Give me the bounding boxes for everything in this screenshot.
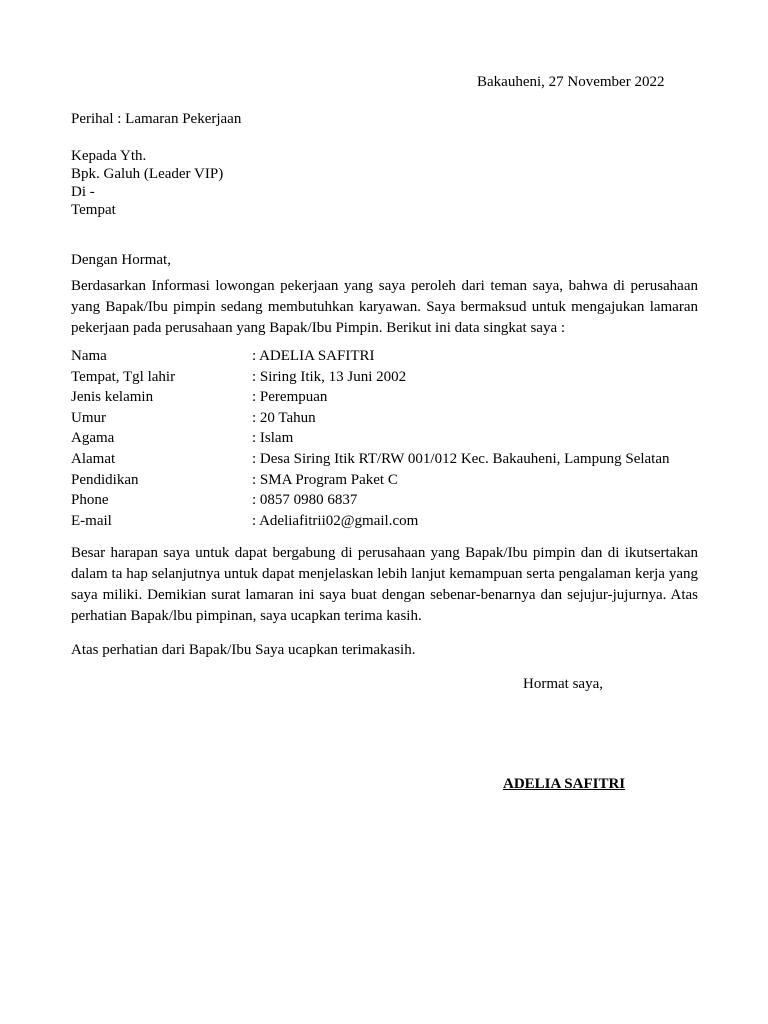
data-value: : Siring Itik, 13 Juni 2002 <box>252 368 407 385</box>
data-value: : SMA Program Paket C <box>252 471 398 488</box>
data-value: : Adeliafitrii02@gmail.com <box>252 512 419 529</box>
data-label: Alamat <box>71 450 116 467</box>
recipient-block <box>71 147 223 219</box>
data-row-name <box>71 346 711 367</box>
recipient-line: Kepada Yth. <box>71 148 147 164</box>
data-value: : ADELIA SAFITRI <box>252 348 375 364</box>
greeting: Dengan Hormat, <box>71 252 171 268</box>
data-row-religion <box>71 428 711 449</box>
signature-name: ADELIA SAFITRI <box>503 776 626 792</box>
data-label: E-mail <box>71 512 112 529</box>
thanks-line: Atas perhatian dari Bapak/Ibu Saya ucapkan terimakasih. <box>71 642 416 658</box>
recipient-line: Bpk. Galuh (Leader VIP) <box>71 166 224 182</box>
data-row-birth <box>71 367 711 388</box>
intro-line: yang Bapak/Ibu pimpin sedang membutuhkan karyawan. Saya bermaksud untuk mengajukan lamaran <box>71 299 698 315</box>
data-value: : 0857 0980 6837 <box>252 492 358 509</box>
intro-line: Berdasarkan Informasi lowongan pekerjaan yang saya peroleh dari teman saya, bahwa di perusahaan <box>71 278 698 294</box>
closing-paragraph <box>71 543 698 627</box>
data-row-phone <box>71 490 711 511</box>
data-label: Tempat, Tgl lahir <box>71 368 176 385</box>
closing-line: perhatian Bapak/lbu pimpinan, saya ucapkan terima kasih. <box>71 608 422 624</box>
data-row-address <box>71 449 711 470</box>
recipient-line: Tempat <box>71 202 116 218</box>
closing-line: Besar harapan saya untuk dapat bergabung di perusahaan yang Bapak/Ibu pimpin dan di ikutsertakan <box>71 545 698 561</box>
data-row-education <box>71 470 711 491</box>
intro-paragraph <box>71 276 698 339</box>
data-value: : Islam <box>252 430 294 447</box>
data-row-gender <box>71 387 711 408</box>
intro-line: pekerjaan pada perusahaan yang Bapak/Ibu Pimpin. Berikut ini data singkat saya : <box>71 320 566 336</box>
closing-line: saya miliki. Demikian surat lamaran ini saya buat dengan sebenar-benarnya dan sejujur-jujurnya. Atas <box>71 587 698 603</box>
subject-line: Perihal : Lamaran Pekerjaan <box>71 111 242 127</box>
data-value: : 20 Tahun <box>252 409 316 426</box>
data-value: : Perempuan <box>252 389 328 406</box>
data-label: Jenis kelamin <box>71 389 154 406</box>
data-label: Nama <box>71 348 107 364</box>
regards-line: Hormat saya, <box>523 676 603 692</box>
personal-data-table <box>71 346 711 531</box>
data-label: Pendidikan <box>71 471 139 488</box>
data-label: Phone <box>71 492 109 509</box>
data-row-email <box>71 511 711 532</box>
data-label: Umur <box>71 409 106 426</box>
data-label: Agama <box>71 430 115 447</box>
place-date: Bakauheni, 27 November 2022 <box>477 74 665 90</box>
data-row-age <box>71 408 711 429</box>
closing-line: dalam ta hap selanjutnya untuk dapat menjelaskan lebih lanjut kemampuan serta pengalaman kerja yang <box>71 566 698 582</box>
data-value: : Desa Siring Itik RT/RW 001/012 Kec. Bakauheni, Lampung Selatan <box>252 450 670 467</box>
recipient-line: Di - <box>71 184 95 200</box>
